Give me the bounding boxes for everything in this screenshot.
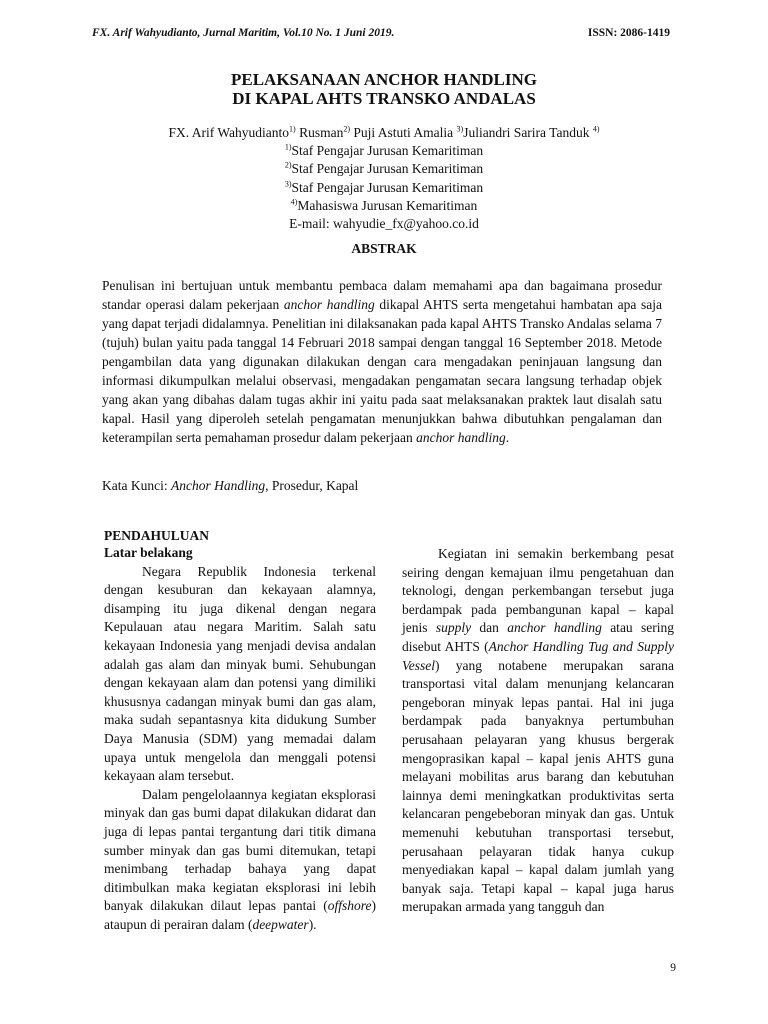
author-mark: 3) xyxy=(456,124,464,134)
title-line-2: DI KAPAL AHTS TRANSKO ANDALAS xyxy=(232,89,536,108)
author-name: Juliandri Sarira Tanduk xyxy=(463,125,590,140)
italic-term: anchor handling xyxy=(507,620,602,636)
author-names xyxy=(0,124,768,142)
section-heading: PENDAHULUAN xyxy=(104,528,210,543)
page-number: 9 xyxy=(670,962,676,974)
affiliation-mark: 1) xyxy=(284,142,292,152)
italic-term: anchor handling xyxy=(283,297,375,312)
running-header-citation: FX. Arif Wahyudianto, Jurnal Maritim, Vol.10 No. 1 Juni 2019. xyxy=(92,27,395,39)
affiliation-text: Staf Pengajar Jurusan Kemaritiman xyxy=(291,161,484,177)
italic-term: Anchor Handling Tug and Supply Vessel xyxy=(402,638,674,673)
title-line-1: PELAKSANAAN ANCHOR HANDLING xyxy=(230,70,538,89)
affiliation-2 xyxy=(0,160,768,178)
author-name: FX. Arif Wahyudianto xyxy=(168,125,290,140)
affiliation-3 xyxy=(0,179,768,197)
author-email: E-mail: wahyudie_fx@yahoo.co.id xyxy=(289,216,479,232)
author-mark: 1) xyxy=(289,124,296,134)
abstract-heading: ABSTRAK xyxy=(351,241,417,256)
keywords: Kata Kunci: Anchor Handling, Prosedur, Kapal xyxy=(102,478,359,493)
italic-term: Anchor Handling xyxy=(170,478,266,493)
running-header-issn: ISSN: 2086-1419 xyxy=(587,27,670,39)
italic-term: anchor handling xyxy=(416,430,506,445)
body-column-left xyxy=(104,528,376,934)
author-block xyxy=(0,124,768,233)
affiliation-text: Staf Pengajar Jurusan Kemaritiman xyxy=(291,143,484,159)
body-paragraph: Dalam pengelolaannya kegiatan eksplorasi minyak dan gas bumi dapat dilakukan didarat dan juga di lepas pantai tergantung dari titik dimana sumber minyak dan gas bumi ditemukan, tetapi menimbang terhadap bahaya yang dapat ditimbulkan maka kegiatan eksplorasi ini lebih banyak dilakukan dilaut lepas pantai (offshore) ataupun di perairan dalam (deepwater). xyxy=(104,786,376,932)
affiliation-mark: 2) xyxy=(284,160,292,170)
paper-title xyxy=(0,70,768,108)
affiliation-text: Mahasiswa Jurusan Kemaritiman xyxy=(297,197,478,213)
body-column-right xyxy=(402,545,674,917)
abstract-text: Penulisan ini bertujuan untuk membantu pembaca dalam memahami apa dan bagaimana prosedur standar operasi dalam pekerjaan anchor handling dikapal AHTS serta mengetahui hambatan apa saja yang dapat terjadi didalamnya. Penelitian ini dilaksanakan pada kapal AHTS Transko Andalas selama 7 (tujuh) bulan yaitu pada tanggal 14 Februari 2018 sampai dengan tanggal 16 September 2018. Metode pengambilan data yang digunakan dilakukan dengan cara mengadakan peninjauan langsung dan informasi dikumpulkan melalui observasi, mengadakan pengamatan secara langsung terhadap objek yang akan yang dibahas dalam tugas akhir ini yaitu pada saat melaksanakan praktek laut disalah satu kapal. Hasil yang diperoleh setelah pengamatan menunjukkan bahwa dibutuhkan pengalaman dan keterampilan serta pemahaman prosedur dalam pekerjaan anchor handling. xyxy=(102,278,663,445)
body-paragraph: Negara Republik Indonesia terkenal dengan kesuburan dan kekayaan alamnya, disamping itu juga dikenal dengan negara Kepulauan atau negara Maritim. Salah satu kekayaan Indonesia yang menjadi devisa andalan adalah gas alam dan minyak bumi. Sehubungan dengan kekayaan alam dan potensi yang dimiliki khususnya cadangan minyak bumi dan gas alam, maka sudah sepantasnya kita didukung Sumber Daya Manusia (SDM) yang memadai dalam upaya untuk mengelola dan menggali potensi kekayaan alam tersebut. xyxy=(104,563,376,784)
subsection-heading: Latar belakang xyxy=(104,545,193,560)
affiliation-4 xyxy=(0,197,768,215)
italic-term: supply xyxy=(435,620,472,636)
body-paragraph: Kegiatan ini semakin berkembang pesat seiring dengan kemajuan ilmu pengetahuan dan teknologi, dengan perkembangan tersebut juga berdampak pada pembangunan kapal – kapal jenis supply dan anchor handling atau sering disebut AHTS (Anchor Handling Tug and Supply Vessel) yang notabene merupakan sarana transportasi vital dalam menunjang kelancaran pengeboran minyak lepas pantai. Hal ini juga berdampak pada banyaknya pertumbuhan perusahaan pelayaran yang khusus bergerak mengoprasikan kapal – kapal jenis AHTS guna melayani mobilitas arus barang dan kebutuhan lainnya demi meningkatkan produktivitas serta kelancaran pengebeboran minyak dan gas. Untuk memenuhi kebutuhan transportasi tersebut, perusahaan pelayaran tidak hanya cukup menyediakan kapal – kapal dalam jumlah yang banyak saja. Tetapi kapal – kapal juga harus merupakan armada yang tangguh dan xyxy=(402,546,675,915)
author-name: Puji Astuti Amalia xyxy=(353,125,454,140)
author-mark: 4) xyxy=(592,124,600,134)
author-name: Rusman xyxy=(299,125,344,140)
affiliation-mark: 4) xyxy=(290,197,298,207)
italic-term: offshore xyxy=(327,898,372,914)
italic-term: deepwater xyxy=(252,916,309,932)
author-mark: 2) xyxy=(343,124,350,134)
affiliation-text: Staf Pengajar Jurusan Kemaritiman xyxy=(291,179,484,195)
affiliation-1 xyxy=(0,142,768,160)
affiliation-mark: 3) xyxy=(284,179,292,189)
